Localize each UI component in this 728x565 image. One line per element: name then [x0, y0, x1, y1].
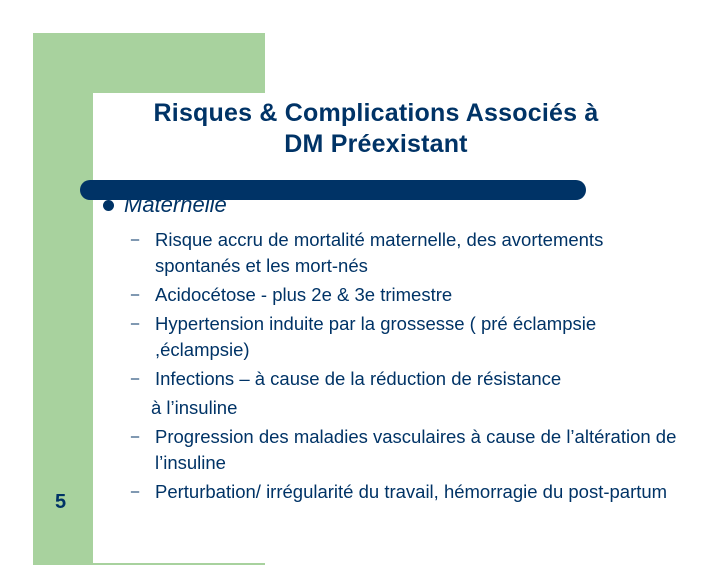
dash-marker: – — [130, 370, 140, 387]
sub-item-list — [127, 227, 687, 508]
sub-item-text: Progression des maladies vasculaires à cause de l’altération de l’insuline — [155, 426, 677, 473]
slide-title — [96, 98, 656, 160]
sub-item — [127, 227, 687, 279]
dash-marker: – — [130, 315, 140, 332]
slide-number: 5 — [55, 491, 67, 513]
sub-item — [127, 366, 687, 392]
title-line-2: DM Préexistant — [284, 130, 468, 158]
dash-marker: – — [130, 428, 140, 445]
sub-item-text: Perturbation/ irrégularité du travail, hémorragie du post-partum — [155, 481, 668, 502]
sub-item — [127, 282, 687, 308]
bullet-label: Maternelle — [124, 192, 227, 217]
sub-item — [127, 479, 687, 505]
sub-item — [127, 311, 687, 363]
sub-item — [127, 424, 687, 476]
sub-item-text: Infections – à cause de la réduction de résistance — [155, 368, 562, 389]
bullet-dot-icon — [103, 200, 114, 211]
continuation-line: à l’insuline — [151, 397, 238, 418]
dash-marker: – — [130, 286, 140, 303]
title-line-1: Risques & Complications Associés à — [153, 99, 599, 127]
sub-item-text: Hypertension induite par la grossesse ( pré éclampsie ,éclampsie) — [155, 313, 597, 360]
sub-item-text: Acidocétose - plus 2e & 3e trimestre — [155, 284, 453, 305]
dash-marker: – — [130, 483, 140, 500]
sub-item-text: Risque accru de mortalité maternelle, des avortements spontanés et les mort-nés — [155, 229, 604, 276]
dash-marker: – — [130, 231, 140, 248]
